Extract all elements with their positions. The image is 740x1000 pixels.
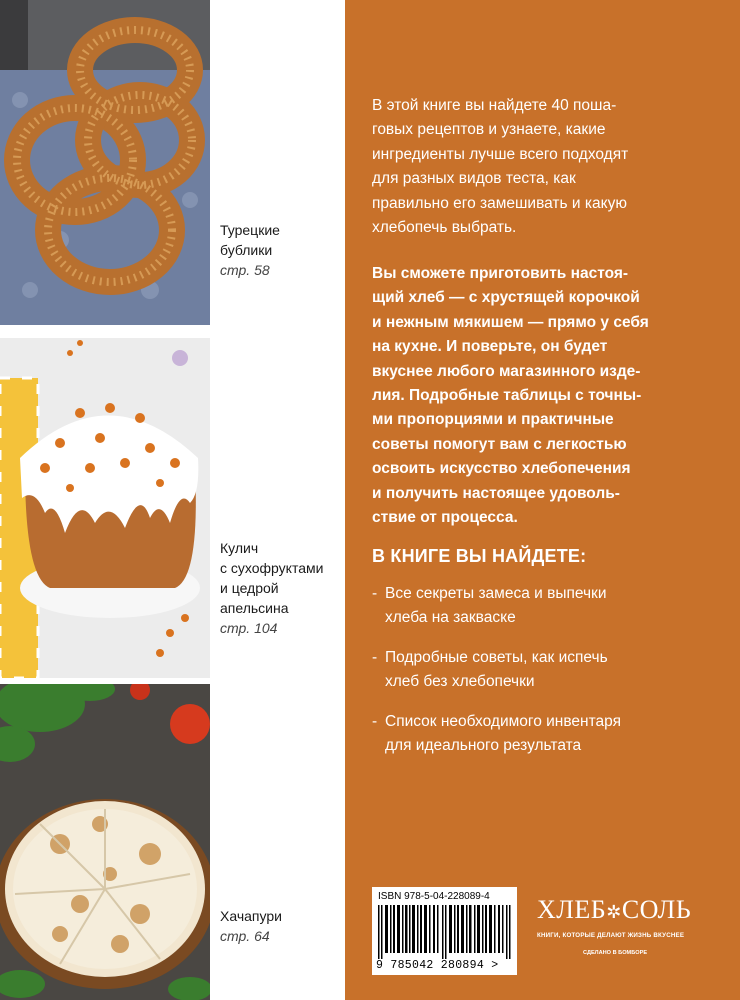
- caption-title-line4: апельсина: [220, 600, 289, 616]
- bullet-dash: -: [372, 649, 378, 666]
- bullet-item: [372, 646, 717, 695]
- ean-number: 9 785042 280894 >: [376, 959, 499, 972]
- publisher-tagline: КНИГИ, КОТОРЫЕ ДЕЛАЮТ ЖИЗНЬ ВКУСНЕЕ: [537, 932, 685, 939]
- caption-khachapuri: [220, 906, 340, 946]
- logo-word-left: ХЛЕБ: [537, 895, 607, 924]
- bullet-text: Список необходимого инвентаря для идеального результата: [385, 713, 621, 755]
- bullet-dash: -: [372, 585, 378, 602]
- caption-title-line1: Хачапури: [220, 908, 282, 924]
- caption-title-line2: с сухофруктами: [220, 560, 324, 576]
- caption-title-line2: бублики: [220, 242, 273, 258]
- highlight-paragraph: Вы сможете приготовить настоя- щий хлеб — с хрустящей корочкой и нежным мякишем — прямо у себя на кухне. И поверьте, он будет вкуснее любого магазинного изде- лия. Подробные таблицы с точны- ми пропорциями и практичные советы помогут вам с легкостью освоить искусство хлебопечения и получить настоящее удоволь- ствие от процесса.: [372, 265, 649, 527]
- publisher-logo: [537, 895, 707, 925]
- barcode-box: [372, 887, 517, 975]
- bullet-dash: -: [372, 713, 378, 730]
- caption-title-line1: Кулич: [220, 540, 259, 556]
- barcode-icon: [378, 905, 511, 959]
- bullet-item: [372, 710, 717, 759]
- caption-page-ref: стр. 58: [220, 262, 270, 278]
- caption-page-ref: стр. 104: [220, 620, 278, 636]
- logo-word-right: СОЛЬ: [621, 895, 692, 924]
- bullet-item: [372, 582, 717, 631]
- caption-title-line1: Турецкие: [220, 222, 280, 238]
- caption-title-line3: и цедрой: [220, 580, 279, 596]
- caption-turkish-bagels: [220, 220, 340, 280]
- left-photo-column: [0, 0, 345, 1000]
- caption-page-ref: стр. 64: [220, 928, 270, 944]
- photo-khachapuri: [0, 684, 210, 1000]
- caption-kulich: [220, 538, 340, 638]
- bullet-text: Все секреты замеса и выпечки хлеба на закваске: [385, 585, 607, 627]
- section-title: В КНИГЕ ВЫ НАЙДЕТЕ:: [372, 546, 587, 566]
- photo-kulich: [0, 338, 210, 678]
- intro-paragraph: В этой книге вы найдете 40 поша- говых рецептов и узнаете, какие ингредиенты лучше всего подходят для разных видов теста, как правильно его замешивать и какую хлебопечь выбрать.: [372, 97, 629, 237]
- photo-turkish-bagels: [0, 0, 210, 325]
- made-in-label: СДЕЛАНО В БОМБОРЕ: [583, 950, 648, 956]
- logo-mark-icon: ✲: [606, 902, 622, 922]
- isbn-label: ISBN 978-5-04-228089-4: [378, 891, 490, 902]
- bullet-text: Подробные советы, как испечь хлеб без хлебопечки: [385, 649, 608, 691]
